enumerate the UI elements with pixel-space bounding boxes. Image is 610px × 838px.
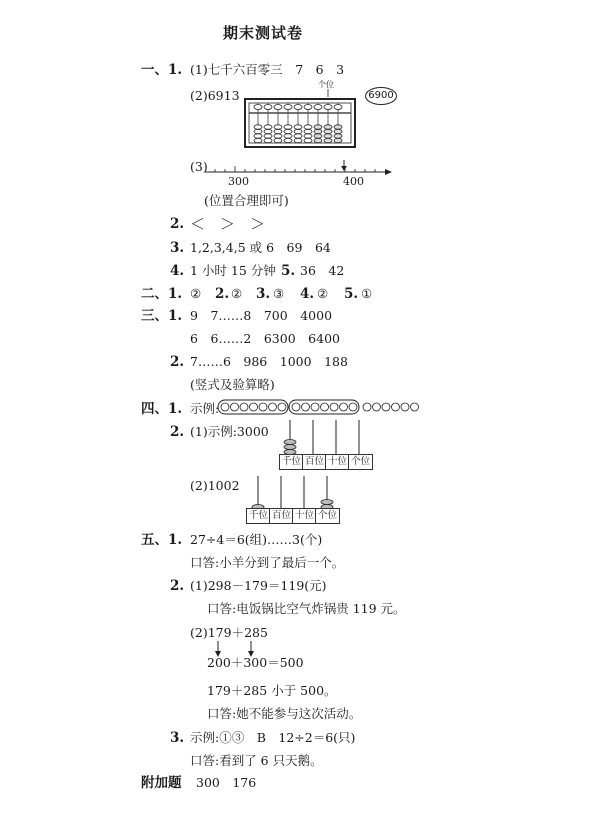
s5-eq-2: (1)298－179＝119(元) — [190, 578, 327, 593]
q4-label: 4. — [170, 263, 185, 279]
s2-label-2: 2. — [215, 286, 230, 302]
s2-answer-5: ① — [361, 286, 373, 301]
page-title: 期末测试卷 — [223, 24, 304, 42]
s4-q2-1: (1)示例:3000 — [190, 424, 269, 439]
s2-answer-3: ③ — [273, 286, 285, 301]
place-label-ones-1: 个位 — [348, 454, 373, 470]
s3-row-3: 7……6 986 1000 188 — [190, 354, 348, 369]
q5-answer: 36 42 — [300, 263, 345, 278]
s3-row-2: 6 6……2 6300 6400 — [190, 331, 340, 346]
q1-3-note: (位置合理即可) — [204, 193, 289, 208]
s3-row-1: 9 7……8 700 4000 — [190, 308, 333, 323]
s4-q2-2: (2)1002 — [190, 478, 240, 493]
s5-eq-5: 179＋285 小于 500。 — [207, 683, 337, 698]
q2-answer: ＜ ＞ ＞ — [190, 215, 266, 233]
q4-answer: 1 小时 15 分钟 — [190, 263, 276, 278]
abacus-answer-oval: 6900 — [365, 87, 397, 105]
abacus-ones-tag: 个位 — [318, 80, 334, 89]
extra-answer: 300 176 — [196, 775, 257, 790]
s2-label-5: 5. — [344, 286, 359, 302]
place-label-hundreds-1: 百位 — [302, 454, 327, 470]
s5-eq-6: 示例:①③ B 12÷2＝6(只) — [190, 730, 356, 745]
place-label-tens-1: 十位 — [325, 454, 350, 470]
q3-answer: 1,2,3,4,5 或 6 69 64 — [190, 240, 331, 255]
s2-label-3: 3. — [256, 286, 271, 302]
s5-answer-3: 口答:她不能参与这次活动。 — [207, 706, 362, 721]
abacus-figure — [243, 83, 363, 153]
s5-q3-label: 3. — [170, 730, 185, 746]
place-label-thousands-2: 千位 — [246, 508, 271, 524]
s4-example-label: 示例: — [190, 401, 220, 416]
s2-label-4: 4. — [300, 286, 315, 302]
s5-eq-1: 27÷4＝6(组)……3(个) — [190, 532, 323, 547]
s3-note: (竖式及验算略) — [190, 377, 275, 392]
section-3-label: 三、1. — [141, 308, 183, 324]
place-label-tens-2: 十位 — [292, 508, 317, 524]
q1-1-answer: (1)七千六百零三 7 6 3 — [190, 62, 345, 77]
s2-answer-1: ② — [190, 286, 202, 301]
place-label-ones-2: 个位 — [315, 508, 340, 524]
s5-answer-1: 口答:小羊分到了最后一个。 — [190, 555, 345, 570]
s4-q2-label: 2. — [170, 424, 185, 440]
place-label-thousands-1: 千位 — [279, 454, 304, 470]
number-line-tick-400: 400 — [343, 175, 364, 188]
section-5-label: 五、1. — [141, 532, 183, 548]
q5-label: 5. — [281, 263, 296, 279]
s2-answer-2: ② — [231, 286, 243, 301]
section-4-label: 四、1. — [141, 401, 183, 417]
q1-3-label: (3) — [190, 159, 208, 174]
counter-1002 — [250, 474, 350, 510]
number-line-tick-300: 300 — [228, 175, 249, 188]
q2-label: 2. — [170, 216, 185, 232]
s5-eq-3: (2)179＋285 — [190, 625, 268, 640]
q1-2-answer: (2)6913 — [190, 88, 240, 103]
section-2-label: 二、1. — [141, 286, 183, 302]
counter-3000 — [280, 415, 380, 455]
s5-q2-label: 2. — [170, 578, 185, 594]
section-1-label: 一、1. — [141, 62, 183, 78]
s3-q2-label: 2. — [170, 354, 185, 370]
s5-eq-4: 200＋300＝500 — [207, 655, 304, 670]
place-label-hundreds-2: 百位 — [269, 508, 294, 524]
q3-label: 3. — [170, 240, 185, 256]
extra-label: 附加题 — [141, 775, 182, 791]
s2-answer-4: ② — [317, 286, 329, 301]
s5-answer-4: 口答:看到了 6 只天鹅。 — [190, 753, 323, 768]
s5-answer-2: 口答:电饭锅比空气炸锅贵 119 元。 — [207, 601, 406, 616]
